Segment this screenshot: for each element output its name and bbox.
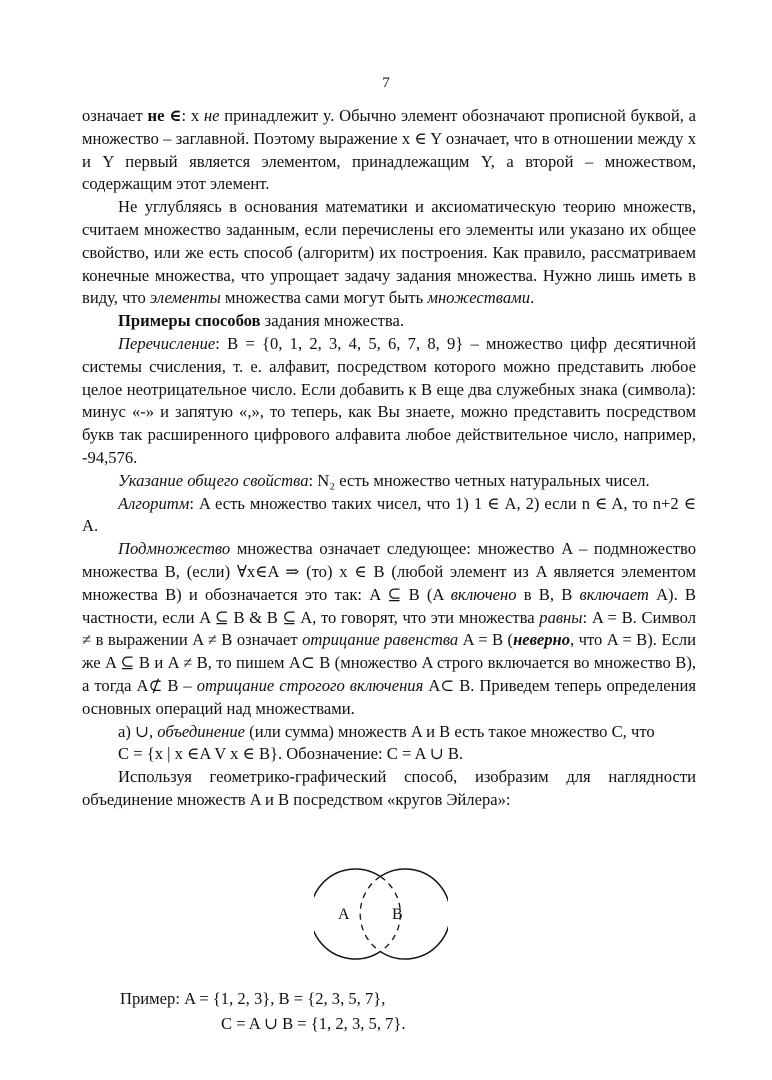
paragraph-examples-heading <box>82 310 696 333</box>
paragraph-membership <box>82 105 696 196</box>
text-body <box>82 105 696 812</box>
text: принадлежит y. Обычно элемент обозначают прописной буквой, а множество – заглавной. Поэтому выражение x ∈ Y означает, что в отношении между x и Y первый является элементом, принадлежащим Y, а второй – множеством, содержащим этот элемент. <box>82 106 696 194</box>
text: означает <box>82 106 148 125</box>
text: (или сумма) множеств A и B есть такое множество C, что <box>245 721 655 741</box>
formula-union: C = {x | x ∈A V x ∈ B}. Обозначение: C = A ∪ B. <box>118 744 464 764</box>
text: : N₂ есть множество четных натуральных чисел. <box>308 470 650 490</box>
italic-text: включено <box>450 584 517 604</box>
text: : A = B. Символ ≠ в выражении A ≠ B означает <box>82 607 696 650</box>
text: в B, B <box>516 584 580 604</box>
italic-text: равны <box>539 607 583 627</box>
italic-text: Указание общего свойства <box>118 470 309 490</box>
italic-text: не <box>203 106 220 125</box>
text: а) ∪, <box>118 721 158 741</box>
italic-text: Перечисление <box>118 333 216 353</box>
paragraph-union <box>82 721 696 744</box>
text: A = B ( <box>458 630 514 650</box>
example-line-2: C = A ∪ B = {1, 2, 3, 5, 7}. <box>221 1014 406 1033</box>
example-line-1: Пример: A = {1, 2, 3}, B = {2, 3, 5, 7}, <box>120 989 386 1008</box>
label-b: B <box>392 906 403 923</box>
italic-text: Алгоритм <box>118 493 190 513</box>
text: : x <box>181 106 204 125</box>
italic-text: элементы <box>149 288 221 308</box>
text: . <box>530 288 535 308</box>
text: множества сами могут быть <box>220 288 428 308</box>
circle-b-inner-arc <box>360 877 380 952</box>
italic-text: отрицание строгого включения <box>196 675 424 695</box>
euler-circles-diagram <box>314 868 448 968</box>
italic-text: включает <box>579 584 649 604</box>
text: A). В частности, если A ⊆ B & B ⊆ A, то говорят, что эти множества <box>82 584 696 627</box>
paragraph-algorithm <box>82 493 696 539</box>
paragraph-common-property <box>82 470 696 493</box>
text: : B = {0, 1, 2, 3, 4, 5, 6, 7, 8, 9} – множество цифр десятичной системы счисления, т. е. алфавит, посредством которого можно представить любое целое неотрицательное число. Если добавить к B еще два служебных знака (символа): минус «-» и запятую «,», то теперь, как Вы знаете, можно представить посредством букв так расширенного цифрового алфавита любое действительное число, например, -94,576. <box>82 333 696 467</box>
circle-b-outer-arc <box>380 869 448 959</box>
italic-text: Подмножество <box>118 539 231 559</box>
italic-text: объединение <box>157 721 246 741</box>
bold-text: не ∈ <box>147 106 182 125</box>
label-a: A <box>338 906 350 923</box>
text: множества означает следующее: множество A – подмножество множества B, (если) ∀x∈A ⇒ (то) x ∈ B (любой элемент из A является элементом множества B) и обозначается это так: A ⊆ B (A <box>82 539 696 604</box>
page-number: 7 <box>382 75 390 91</box>
paragraph-euler-intro: Используя геометрико-графический способ, изобразим для наглядности объединение множеств A и B посредством «кругов Эйлера»: <box>82 767 696 809</box>
text: задания множества. <box>260 311 404 331</box>
paragraph-enumeration <box>82 333 696 470</box>
paragraph-set-definition <box>82 196 696 310</box>
text: A⊂ B. Приведем теперь определения основных операций над множествами. <box>82 675 696 718</box>
text: : A есть множество таких чисел, что 1) 1 ∈ A, 2) если n ∈ A, то n+2 ∈ A. <box>82 493 696 536</box>
italic-text: отрицание равенства <box>302 630 459 650</box>
italic-text: множествами <box>427 288 531 308</box>
text: , что A = B). Если же A ⊆ B и A ≠ B, то пишем A⊂ B (множество A строго включается во множество B), а тогда A⊄ B – <box>82 630 696 695</box>
bold-italic-text: неверно <box>513 630 571 650</box>
bold-text: Примеры способов <box>118 311 261 331</box>
paragraph-subset <box>82 538 696 720</box>
text: Не углубляясь в основания математики и аксиоматическую теорию множеств, считаем множество заданным, если перечислены его элементы или указано их общее свойство, или же есть способ (алгоритм) их построения. Как правило, рассматриваем конечные множества, что упрощает задачу задания множества. Нужно лишь иметь в виду, что <box>82 197 696 308</box>
